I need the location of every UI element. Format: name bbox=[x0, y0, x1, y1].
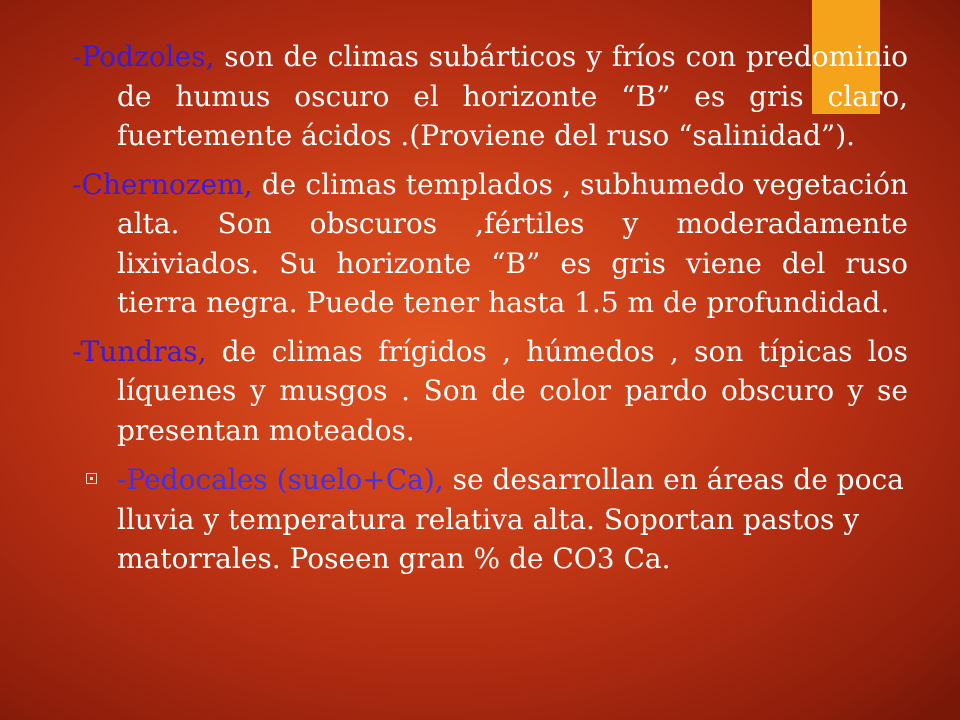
description-pedocales: se desarrollan en áreas de poca lluvia y temperatura relativa alta. Soportan pastos y matorrales. Poseen gran % de CO3 Ca. bbox=[117, 463, 904, 575]
term-tundras: -Tundras, bbox=[72, 334, 207, 368]
paragraph-podzoles bbox=[72, 37, 908, 156]
term-pedocales: -Pedocales (suelo+Ca), bbox=[117, 463, 444, 496]
description-chernozem: de climas templados , subhumedo vegetación alta. Son obscuros ,fértiles y moderadamente lixiviados. Su horizonte “B” es gris viene del ruso tierra negra. Puede tener hasta 1.5 m de profundidad. bbox=[117, 167, 908, 319]
paragraph-tundras bbox=[72, 332, 908, 451]
term-podzoles: -Podzoles, bbox=[72, 40, 215, 73]
description-podzoles: son de climas subárticos y fríos con predominio de humus oscuro el horizonte “B” es gris claro, fuertemente ácidos .(Proviene del ruso “salinidad”). bbox=[117, 40, 908, 152]
square-bullet-icon bbox=[86, 473, 97, 484]
paragraph-chernozem bbox=[72, 165, 908, 323]
paragraph-pedocales bbox=[72, 460, 908, 579]
description-tundras: de climas frígidos , húmedos , son típicas los líquenes y musgos . Son de color pardo obscuro y se presentan moteados. bbox=[117, 334, 908, 447]
slide-content bbox=[72, 37, 908, 588]
term-chernozem: -Chernozem, bbox=[72, 167, 253, 201]
